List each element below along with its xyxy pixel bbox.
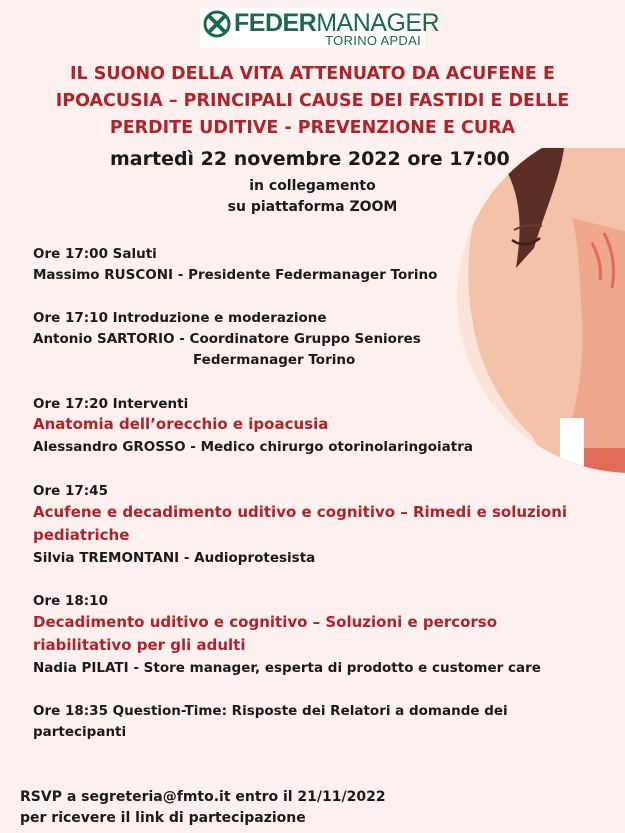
session-3-speaker: Alessandro GROSSO - Medico chirurgo otorinolaringoiatra <box>33 439 473 455</box>
session-5-time: Ore 18:10 <box>33 593 108 609</box>
connection-line-2: su piattaforma ZOOM <box>227 199 398 215</box>
title-line-2: IPOACUSIA – PRINCIPALI CAUSE DEI FASTIDI E DELLE <box>55 91 570 111</box>
logo-x-icon <box>203 10 231 38</box>
rsvp-line-2: per ricevere il link di partecipazione <box>20 810 306 826</box>
session-4-topic-1: Acufene e decadimento uditivo e cognitivo – Rimedi e soluzioni <box>33 503 568 521</box>
session-4-time: Ore 17:45 <box>33 483 108 499</box>
session-6-line-1: Ore 18:35 Question-Time: Risposte dei Relatori a domande dei <box>33 703 508 719</box>
session-2-speaker-cont: Federmanager Torino <box>193 352 356 368</box>
session-1-time: Ore 17:00 Saluti <box>33 246 157 262</box>
event-title <box>20 61 605 142</box>
logo-wordmark: FEDERMANAGER <box>234 9 440 37</box>
rsvp-line-1: RSVP a segreteria@fmto.it entro il 21/11/2022 <box>20 789 386 805</box>
session-2-speaker: Antonio SARTORIO - Coordinatore Gruppo Seniores <box>33 331 421 347</box>
session-2-time: Ore 17:10 Introduzione e moderazione <box>33 310 327 326</box>
session-4-speaker: Silvia TREMONTANI - Audioprotesista <box>33 550 316 566</box>
session-3-time: Ore 17:20 Interventi <box>33 396 189 412</box>
session-5-topic-1: Decadimento uditivo e cognitivo – Soluzioni e percorso <box>33 613 498 631</box>
title-line-3: PERDITE UDITIVE - PREVENZIONE E CURA <box>109 118 516 138</box>
federmanager-logo <box>200 8 440 48</box>
session-5-speaker: Nadia PILATI - Store manager, esperta di prodotto e customer care <box>33 660 541 676</box>
session-4-topic-2: pediatriche <box>33 526 130 544</box>
session-5-topic-2: riabilitativo per gli adulti <box>33 636 246 654</box>
connection-line-1: in collegamento <box>249 178 376 194</box>
face-listening-illustration <box>452 148 625 473</box>
title-line-1: IL SUONO DELLA VITA ATTENUATO DA ACUFENE E <box>70 64 555 84</box>
logo-subtitle: TORINO APDAI <box>325 33 421 48</box>
session-3-topic: Anatomia dell’orecchio e ipoacusia <box>33 415 329 433</box>
session-1-speaker: Massimo RUSCONI - Presidente Federmanager Torino <box>33 267 438 283</box>
event-date: martedì 22 novembre 2022 ore 17:00 <box>110 148 510 170</box>
session-6-line-2: partecipanti <box>33 724 127 740</box>
